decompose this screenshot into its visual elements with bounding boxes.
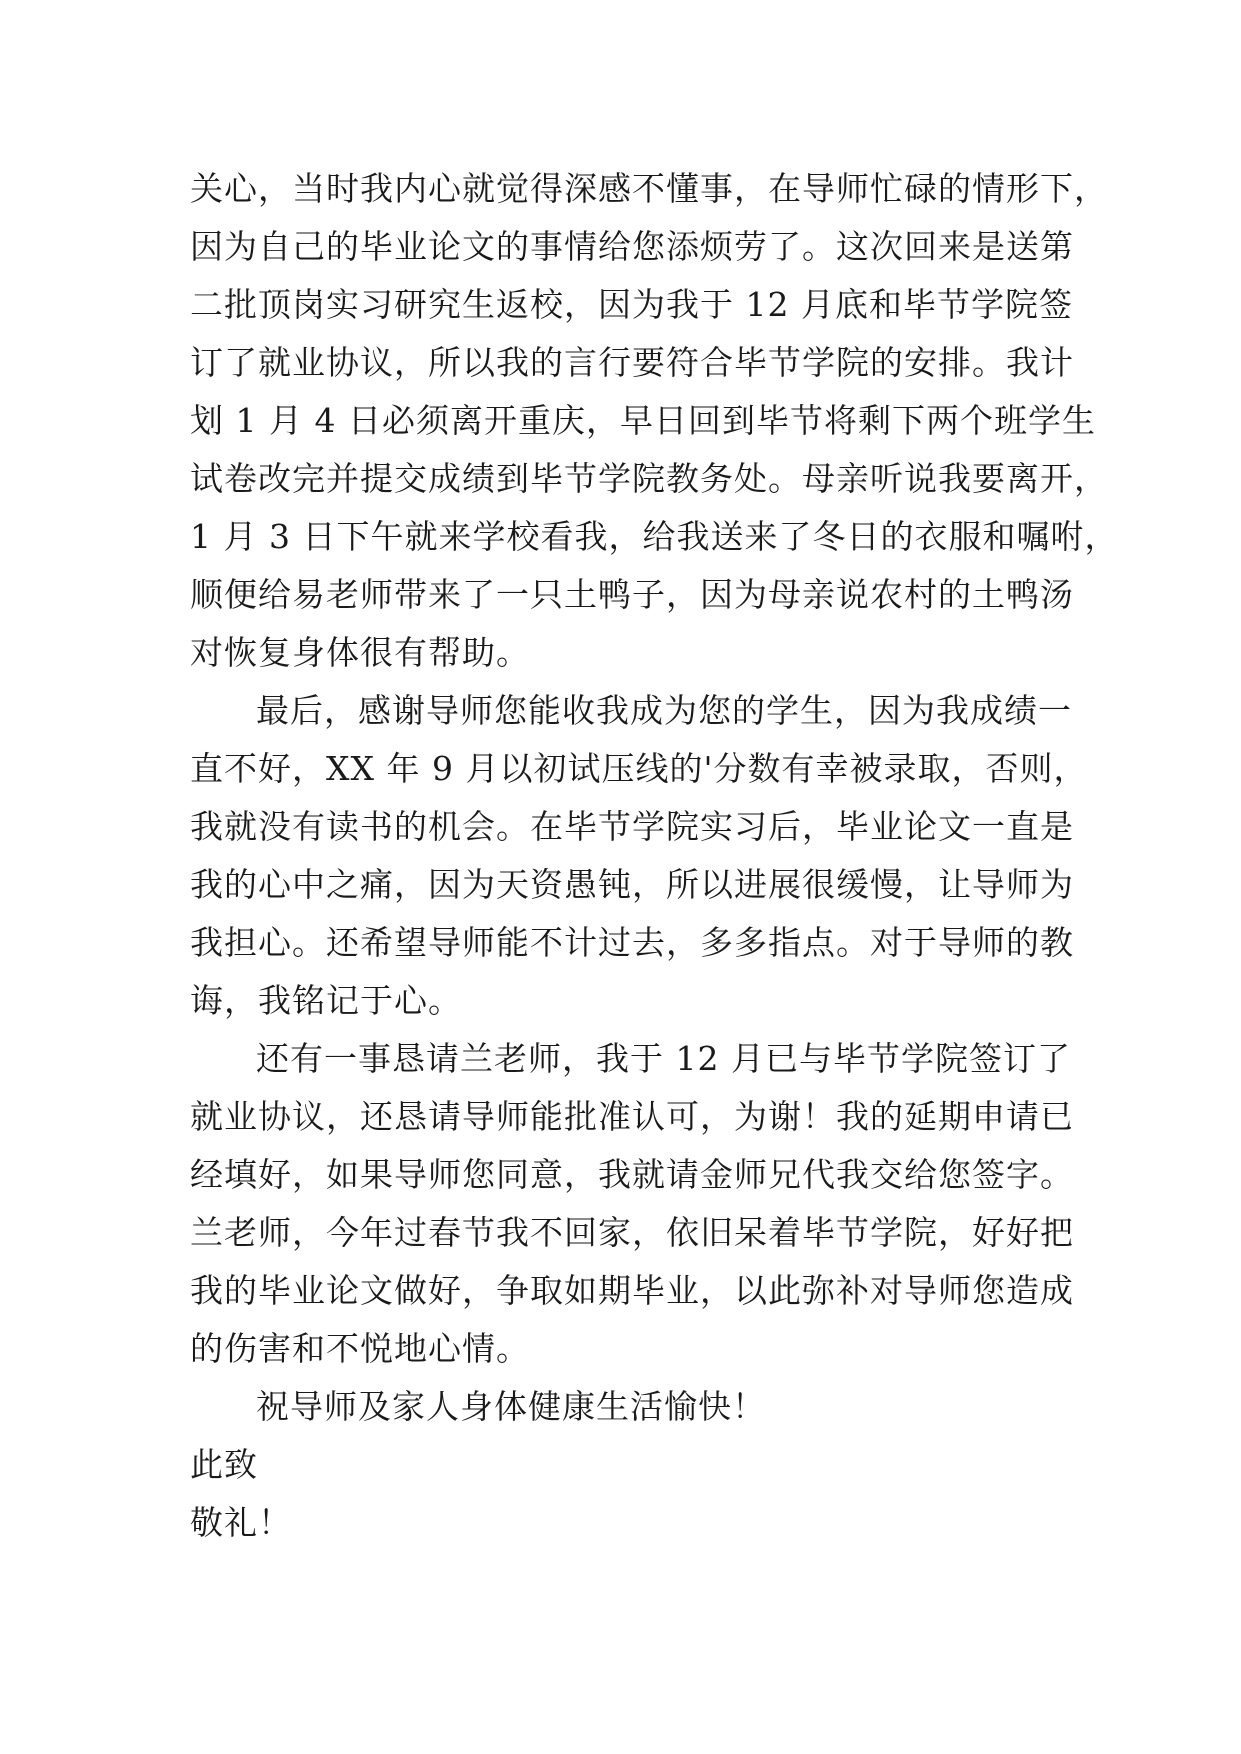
body-line: 我的心中之痛，因为天资愚钝，所以进展很缓慢，让导师为	[190, 865, 1074, 904]
body-line: 因为自己的毕业论文的事情给您添烦劳了。这次回来是送第	[190, 227, 1074, 266]
body-line: 经填好，如果导师您同意，我就请金师兄代我交给您签字。	[190, 1155, 1074, 1194]
body-line: 兰老师，今年过春节我不回家，依旧呆着毕节学院，好好把	[190, 1213, 1074, 1252]
body-line: 二批顶岗实习研究生返校，因为我于 12 月底和毕节学院签	[190, 285, 1073, 324]
body-line: 直不好，XX 年 9 月以初试压线的'分数有幸被录取，否则，	[190, 749, 1088, 788]
body-line: 我就没有读书的机会。在毕节学院实习后，毕业论文一直是	[190, 807, 1074, 846]
paragraph-first-line: 最后，感谢导师您能收我成为您的学生，因为我成绩一	[256, 691, 1072, 730]
closing-regards: 敬礼！	[190, 1503, 292, 1542]
body-line: 诲，我铭记于心。	[190, 981, 462, 1020]
letter-body	[190, 160, 1119, 1552]
body-line: 试卷改完并提交成绩到毕节学院教务处。母亲听说我要离开，	[190, 459, 1108, 498]
closing-wish: 祝导师及家人身体健康生活愉快！	[256, 1387, 766, 1426]
body-line: 订了就业协议，所以我的言行要符合毕节学院的安排。我计	[190, 343, 1074, 382]
body-line: 关心，当时我内心就觉得深感不懂事，在导师忙碌的情形下，	[190, 169, 1108, 208]
body-line: 1 月 3 日下午就来学校看我，给我送来了冬日的衣服和嘱咐，	[190, 517, 1119, 556]
body-line: 就业协议，还恳请导师能批准认可，为谢！我的延期申请已	[190, 1097, 1074, 1136]
body-line: 我的毕业论文做好，争取如期毕业，以此弥补对导师您造成	[190, 1271, 1074, 1310]
body-line: 的伤害和不悦地心情。	[190, 1329, 530, 1368]
body-line: 对恢复身体很有帮助。	[190, 633, 530, 672]
body-line: 顺便给易老师带来了一只土鸭子，因为母亲说农村的土鸭汤	[190, 575, 1074, 614]
paragraph-first-line: 还有一事恳请兰老师，我于 12 月已与毕节学院签订了	[256, 1039, 1071, 1078]
closing-salutation: 此致	[190, 1445, 258, 1484]
body-line: 我担心。还希望导师能不计过去，多多指点。对于导师的教	[190, 923, 1074, 962]
body-line: 划 1 月 4 日必须离开重庆，早日回到毕节将剩下两个班学生	[190, 401, 1096, 440]
